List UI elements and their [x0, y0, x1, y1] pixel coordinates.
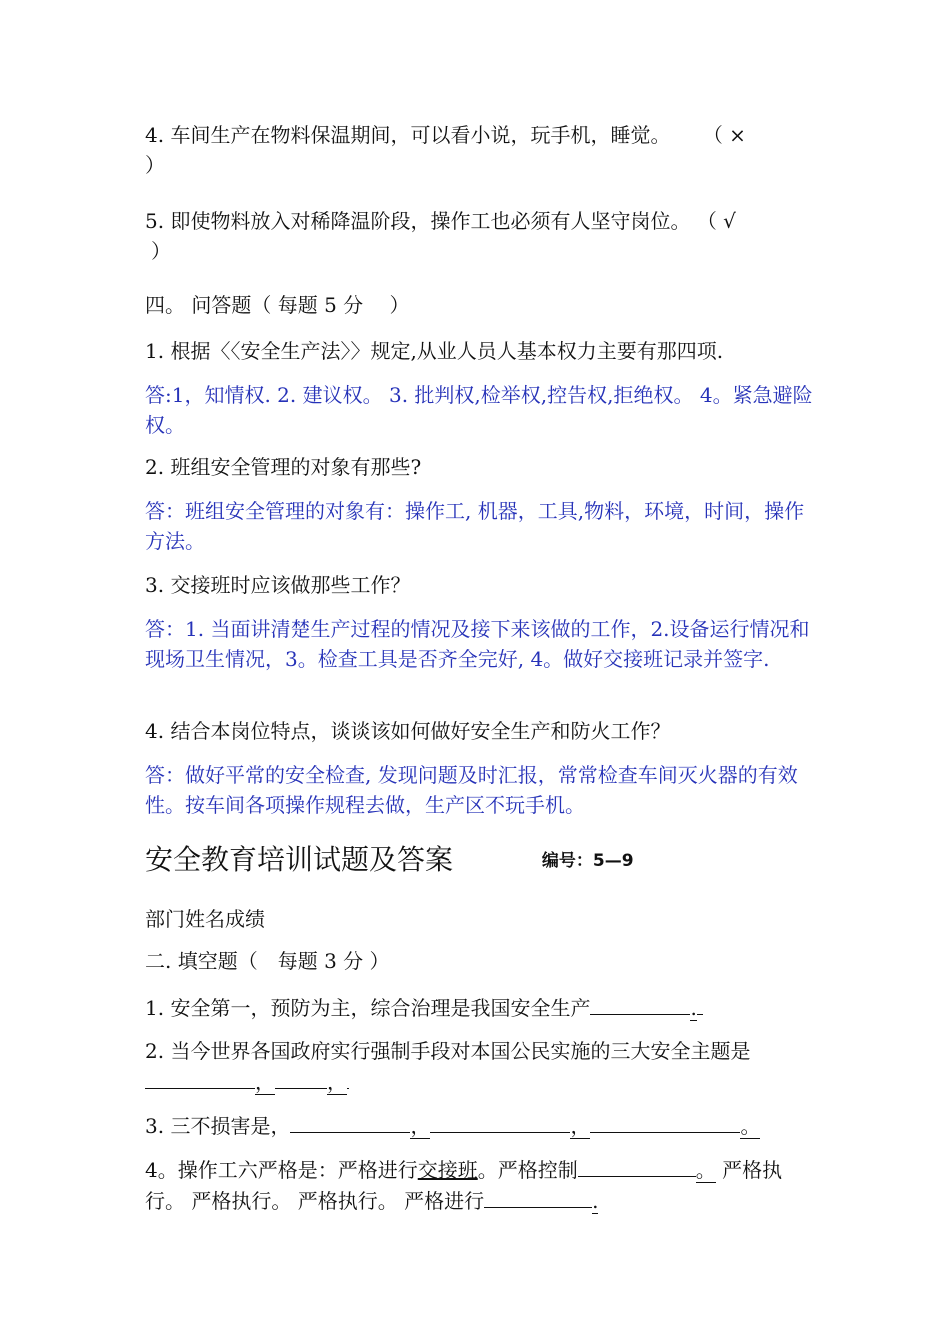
fill-item-1: 1. 安全第一，预防为主，综合治理是我国安全生产 .: [145, 992, 815, 1023]
qa-answer-2: 答：班组安全管理的对象有：操作工, 机器，工具,物料，环境，时间，操作方法。: [145, 499, 805, 553]
answer-blank[interactable]: [578, 1154, 696, 1177]
qa-question-1: 1. 根据〈〈安全生产法〉〉规定,从业人员人基本权力主要有那四项.: [145, 339, 724, 363]
department-line: 部门姓名成绩: [145, 907, 265, 931]
answer-blank[interactable]: [145, 1066, 255, 1089]
check-mark-icon: √: [723, 209, 736, 233]
answer-blank[interactable]: [697, 992, 703, 1015]
answer-blank[interactable]: [484, 1185, 592, 1208]
fill-item-3: 3. 三不损害是， ， ， 。: [145, 1110, 815, 1141]
cross-mark-icon: ×: [729, 123, 746, 147]
qa-question-3: 3. 交接班时应该做那些工作？: [145, 573, 411, 597]
qa-answer-4: 答：做好平常的安全检查, 发现问题及时汇报，常常检查车间灭火器的有效性。按车间各项操作规程去做，生产区不玩手机。: [145, 763, 798, 817]
answer-blank[interactable]: [590, 992, 690, 1015]
qa-question-4: 4. 结合本岗位特点，谈谈该如何做好安全生产和防火工作？: [145, 719, 671, 743]
answer-blank[interactable]: [430, 1110, 570, 1133]
answer-blank[interactable]: [275, 1066, 327, 1089]
fill-item-4: 4。操作工六严格是：严格进行交接班。严格控制 。 严格执行。 严格执行。 严格执行。 严格进行 .: [145, 1154, 815, 1216]
qa-question-2: 2. 班组安全管理的对象有那些?: [145, 455, 422, 479]
section-4-heading: 四。 问答题（ 每题 5 分 ）: [145, 293, 410, 317]
section-2-heading: 二. 填空题（ 每题 3 分 ）: [145, 949, 390, 973]
document-title-row: [145, 842, 815, 879]
qa-answer-1: 答:1，知情权. 2. 建议权。 3. 批判权,检举权,控告权,拒绝权。 4。紧急避险权。: [145, 383, 813, 437]
qa-answer-3: 答：1. 当面讲清楚生产过程的情况及接下来该做的工作，2.设备运行情况和现场卫生情况，3。检查工具是否齐全完好, 4。做好交接班记录并签字.: [145, 617, 810, 671]
answer-blank[interactable]: [290, 1110, 410, 1133]
answer-blank[interactable]: [347, 1066, 349, 1089]
tf-item-4: 4. 车间生产在物料保温期间，可以看小说，玩手机，睡觉。 （ × ）: [145, 120, 815, 180]
answer-blank[interactable]: [590, 1110, 740, 1133]
document-title: 安全教育培训试题及答案: [145, 843, 454, 876]
fill-item-2: 2. 当今世界各国政府实行强制手段对本国公民实施的三大安全主题是 ， ，: [145, 1039, 751, 1094]
tf-item-5: 5. 即使物料放入对稀降温阶段，操作工也必须有人坚守岗位。 （ √ ）: [145, 206, 815, 266]
document-code: 编号：5—9: [541, 851, 634, 871]
